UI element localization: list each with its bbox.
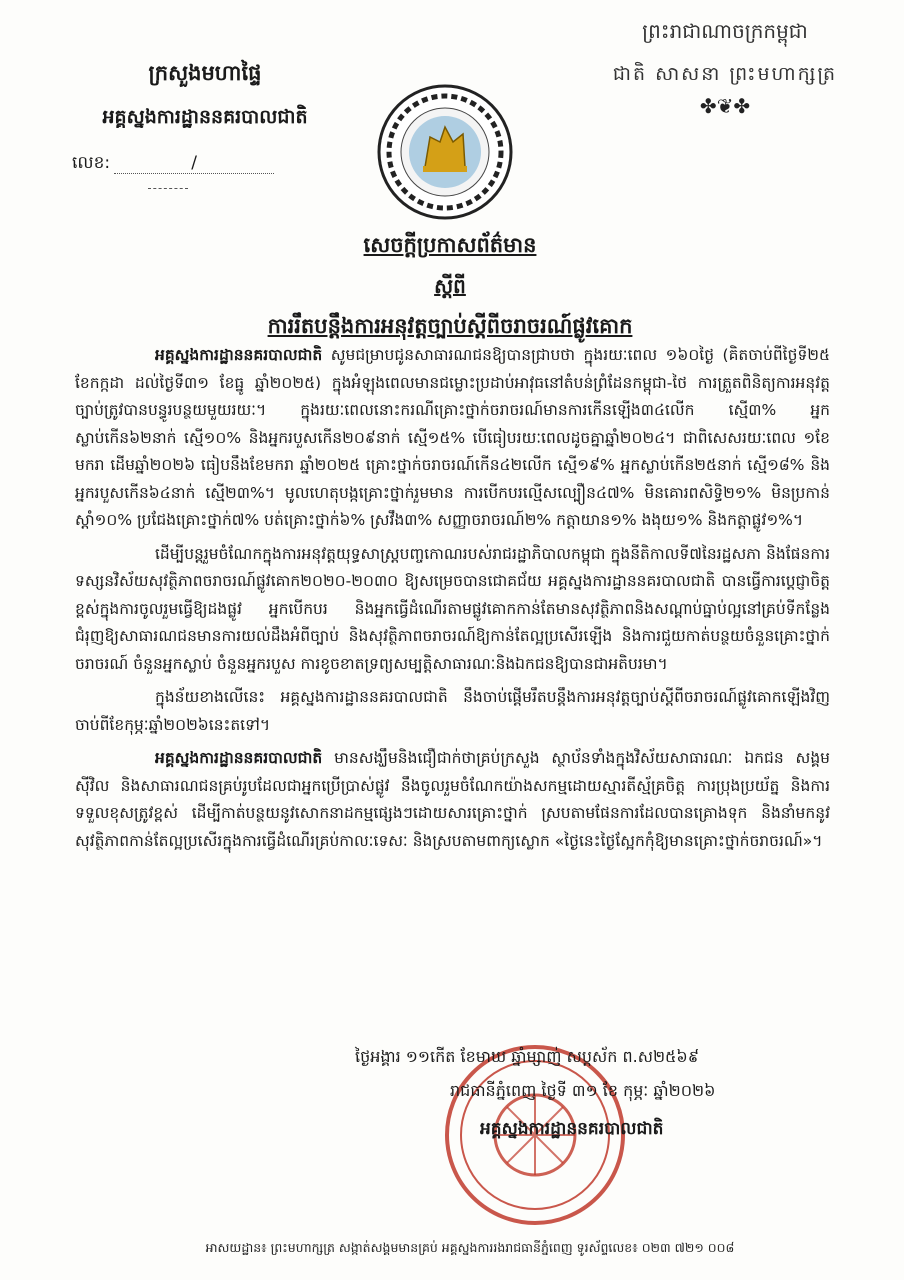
ornament-icon: ✤❦✤ — [699, 94, 751, 118]
title-line-1: សេចក្តីប្រកាសព័ត៌មាន — [363, 233, 537, 257]
paragraph-1 — [75, 342, 830, 535]
ref-label: លេខ: — [72, 153, 111, 173]
kingdom-header — [580, 18, 870, 118]
directorate-name: អគ្គស្នងការដ្ឋាននគរបាលជាតិ — [102, 106, 308, 128]
issuer-header — [60, 60, 350, 133]
paragraph-1-text: សូមជម្រាបជូនសាធារណជនឱ្យបានជ្រាបថា ក្នុងរយៈពេល ១៦០ថ្ងៃ (គិតចាប់ពីថ្ងៃទី២៥ ខែកក្កដា ដល់ថ្ងៃទី៣១ ខែធ្នូ ឆ្នាំ២០២៥) ក្នុងអំឡុងពេលមានជម្លោះប្រដាប់អាវុធនៅតំបន់ព្រំដែនកម្ពុជា-ថៃ ការត្រួតពិនិត្យការអនុវត្តច្បាប់ត្រូវបានបន្ធូរបន្ថយមួយរយៈ។ ក្នុងរយៈពេលនោះករណីគ្រោះថ្នាក់ចរាចរណ៍មានការកើនឡើង៣៤លើក ស្មើ៣% អ្នកស្លាប់កើន៦២នាក់ ស្មើ១០% និងអ្នករបួសកើន២០៩នាក់ ស្មើ១៥% បើធៀបរយៈពេលដូចគ្នាឆ្នាំ២០២៤។ ជាពិសេសរយៈពេល ១ខែមករា ដើមឆ្នាំ២០២៦ ធៀបនឹងខែមករា ឆ្នាំ២០២៥ គ្រោះថ្នាក់ចរាចរណ៍កើន៤២លើក ស្មើ១៩% អ្នកស្លាប់កើន២៥នាក់ ស្មើ១៨% និងអ្នករបួសកើន៦៤នាក់ ស្មើ២៣%។ មូលហេតុបង្កគ្រោះថ្នាក់រួមមាន ការបើកបរល្មើសល្បឿន៤៧% មិនគោរពសិទ្ធិ២១% មិនប្រកាន់ស្តាំ១០% ប្រជែងគ្រោះថ្នាក់៧% បត់គ្រោះថ្នាក់៦% ស្រវឹង៣% សញ្ញាចរាចរណ៍២% កត្តាយាន១% ងងុយ១% និងកត្តាផ្លូវ១%។ — [75, 346, 830, 529]
ref-value: / — [114, 153, 274, 174]
paragraph-3: ក្នុងន័យខាងលើនេះ អគ្គស្នងការដ្ឋាននគរបាលជាតិ នឹងចាប់ផ្តើមរឹតបន្តឹងការអនុវត្តច្បាប់ស្តីពីចរាចរណ៍ផ្លូវគោកឡើងវិញចាប់ពីខែកុម្ភៈឆ្នាំ២០២៦នេះតទៅ។ — [75, 688, 830, 734]
title-line-3: ការរឹតបន្តឹងការអនុវត្តច្បាប់ស្តីពីចរាចរណ៍ផ្លូវគោក — [267, 314, 633, 338]
solar-date: រាជធានីភ្នំពេញ ថ្ងៃទី ៣១ ខែ កុម្ភៈ ឆ្នាំ២០២៦ — [450, 1081, 716, 1100]
signatory: អគ្គស្នងការដ្ឋាននគរបាលជាតិ — [480, 1119, 664, 1139]
footer-address: អាសយដ្ឋាន៖ ព្រះមហាក្សត្រ សង្កាត់សង្គមមានគ្រប់ អគ្គស្នងការរងរាជធានីភ្នំពេញ ទូរស័ព្ទលេខ៖ ០២៣ ៧២១ ០០៨ — [205, 1240, 735, 1255]
police-emblem-icon — [375, 82, 515, 222]
lunar-date: ថ្ងៃអង្គារ ១១កើត ខែមាឃ ឆ្នាំម្សាញ់ សប្តស័ក ព.ស២៥៦៩ — [355, 1047, 700, 1066]
divider — [148, 188, 188, 189]
paragraph-4-lead: អគ្គស្នងការដ្ឋាននគរបាលជាតិ — [155, 749, 323, 767]
national-motto: ជាតិ សាសនា ព្រះមហាក្សត្រ — [612, 63, 838, 85]
reference-number — [72, 152, 274, 177]
announcement-body — [75, 342, 830, 861]
document-title — [120, 232, 780, 344]
paragraph-1-lead: អគ្គស្នងការដ្ឋាននគរបាលជាតិ — [155, 346, 323, 364]
paragraph-4 — [75, 745, 830, 855]
kingdom-name: ព្រះរាជាណាចក្រកម្ពុជា — [642, 19, 808, 43]
paragraph-2: ដើម្បីបន្តរួមចំណែកក្នុងការអនុវត្តយុទ្ធសាស្ត្របញ្ចកោណរបស់រាជរដ្ឋាភិបាលកម្ពុជា ក្នុងនីតិកាលទី៧នៃរដ្ឋសភា និងផែនការទស្សនវិស័យសុវត្ថិភាពចរាចរណ៍ផ្លូវគោក២០២០-២០៣០ ឱ្យសម្រេចបានជោគជ័យ អគ្គស្នងការដ្ឋាននគរបាលជាតិ បានធ្វើការប្តេជ្ញាចិត្តខ្ពស់ក្នុងការចូលរួមធ្វើឱ្យដងផ្លូវ អ្នកបើកបរ និងអ្នកធ្វើដំណើរតាមផ្លូវគោកកាន់តែមានសុវត្ថិភាពនិងសណ្តាប់ធ្នាប់ល្អនៅគ្រប់ទីកន្លែង ជំរុញឱ្យសាធារណជនមានការយល់ដឹងអំពីច្បាប់ និងសុវត្ថិភាពចរាចរណ៍ឱ្យកាន់តែល្អប្រសើរឡើង និងការជួយកាត់បន្ថយចំនួនគ្រោះថ្នាក់ចរាចរណ៍ ចំនួនអ្នកស្លាប់ ចំនួនអ្នករបួស ការខូចខាតទ្រព្យសម្បត្តិសាធារណៈនិងឯកជនឱ្យបានជាអតិបរមា។ — [75, 544, 830, 673]
paragraph-4-text: មានសង្ឃឹមនិងជឿជាក់ថាគ្រប់ក្រសួង ស្ថាប័នទាំងក្នុងវិស័យសាធារណៈ ឯកជន សង្គមស៊ីវិល និងសាធារណជនគ្រប់រូបដែលជាអ្នកប្រើប្រាស់ផ្លូវ នឹងចូលរួមចំណែកយ៉ាងសកម្មដោយស្មារតីស្ម័គ្រចិត្ត ការប្រុងប្រយ័ត្ន និងការទទួលខុសត្រូវខ្ពស់ ដើម្បីកាត់បន្ថយនូវសោកនាដកម្មផ្សេងៗដោយសារគ្រោះថ្នាក់ ស្របតាមផែនការដែលបានគ្រោងទុក និងនាំមកនូវសុវត្ថិភាពកាន់តែល្អប្រសើរក្នុងការធ្វើដំណើរគ្រប់កាលៈទេសៈ និងស្របតាមពាក្យស្លោក «ថ្ងៃនេះថ្ងៃស្អែកកុំឱ្យមានគ្រោះថ្នាក់ចរាចរណ៍»។ — [75, 749, 830, 850]
title-line-2: ស្តីពី — [434, 274, 466, 298]
ministry-name: ក្រសួងមហាផ្ទៃ — [148, 61, 262, 85]
